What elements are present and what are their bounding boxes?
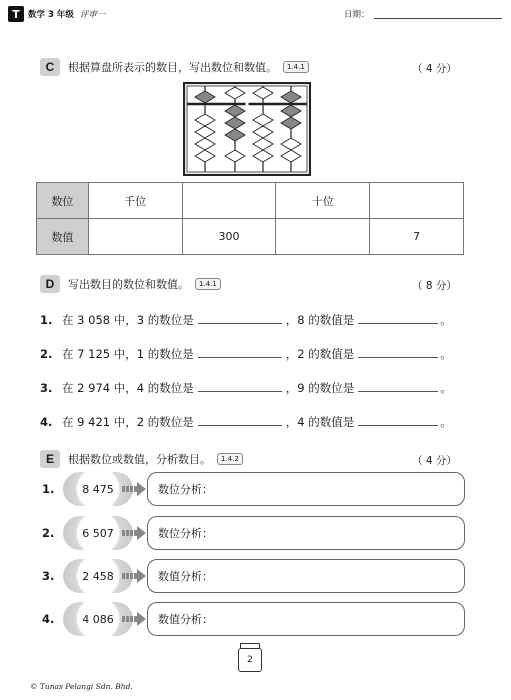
question-number: 3. [40, 381, 53, 395]
analysis-prompt: 数值分析： [158, 613, 213, 626]
answer-blank[interactable] [358, 425, 438, 426]
number-badge: 6 507 [63, 516, 133, 550]
date-label: 日期： [344, 10, 370, 20]
question-text: 在 9 421 中，2 的数位是 [62, 415, 194, 429]
question-row [40, 346, 452, 362]
section-c-marks: （ 4 分） [412, 63, 457, 75]
question-text: 在 3 058 中，3 的数位是 [62, 313, 194, 327]
analysis-answer-box[interactable] [147, 516, 465, 550]
section-d-letter: D [40, 275, 60, 293]
question-text: 在 7 125 中，1 的数位是 [62, 347, 194, 361]
place-cell[interactable] [370, 183, 464, 219]
question-end: 。 [440, 381, 452, 395]
row-header-value: 数值 [37, 219, 89, 255]
section-c-letter: C [40, 58, 60, 76]
answer-blank[interactable] [198, 357, 282, 358]
number-badge: 8 475 [63, 472, 133, 506]
item-number: 3. [42, 569, 55, 583]
question-row [40, 312, 452, 328]
section-d-marks: （ 8 分） [412, 280, 457, 292]
question-number: 1. [40, 313, 53, 327]
analysis-prompt: 数位分析： [158, 527, 213, 540]
arrow-right-icon [122, 612, 146, 626]
question-row [40, 414, 452, 430]
copyright-notice: © Tunas Pelangi Sdn. Bhd. [30, 682, 133, 691]
worksheet-grade: 数学 3 年级 [28, 10, 74, 20]
value-cell[interactable] [88, 219, 182, 255]
item-number: 2. [42, 526, 55, 540]
date-field[interactable] [374, 18, 502, 19]
place-cell[interactable]: 千位 [88, 183, 182, 219]
section-c-heading [68, 59, 309, 75]
question-text: ，4 的数值是 [285, 415, 355, 429]
question-end: 。 [440, 313, 452, 327]
publisher-logo: T [8, 6, 24, 22]
place-cell[interactable] [182, 183, 276, 219]
answer-blank[interactable] [198, 425, 282, 426]
number-badge: 4 086 [63, 602, 133, 636]
question-number: 2. [40, 347, 53, 361]
question-text: ，9 的数位是 [285, 381, 355, 395]
place-cell[interactable]: 十位 [276, 183, 370, 219]
item-number: 1. [42, 482, 55, 496]
answer-blank[interactable] [358, 391, 438, 392]
worksheet-subtitle: 评审一 [79, 10, 106, 20]
section-e-instruction: 根据数位或数值，分析数目。 [68, 453, 211, 466]
table-row-value [37, 219, 464, 255]
question-number: 4. [40, 415, 53, 429]
page-number: 2 [238, 648, 262, 672]
section-c-instruction: 根据算盘所表示的数目，写出数位和数值。 [68, 61, 277, 74]
analysis-answer-box[interactable] [147, 472, 465, 506]
answer-blank[interactable] [198, 391, 282, 392]
place-value-table [36, 182, 464, 255]
analysis-answer-box[interactable] [147, 602, 465, 636]
question-text: ，2 的数值是 [285, 347, 355, 361]
section-c-code: 1.4.1 [283, 61, 309, 73]
section-e-letter: E [40, 450, 60, 468]
item-number: 4. [42, 612, 55, 626]
arrow-right-icon [122, 482, 146, 496]
answer-blank[interactable] [198, 323, 282, 324]
question-text: ，8 的数值是 [285, 313, 355, 327]
analysis-prompt: 数值分析： [158, 570, 213, 583]
analysis-answer-box[interactable] [147, 559, 465, 593]
abacus-illustration [183, 82, 311, 176]
arrow-right-icon [122, 526, 146, 540]
number-badge: 2 458 [63, 559, 133, 593]
row-header-place: 数位 [37, 183, 89, 219]
section-d-code: 1.4.1 [195, 278, 221, 290]
section-d-instruction: 写出数目的数位和数值。 [68, 278, 189, 291]
analysis-prompt: 数位分析： [158, 483, 213, 496]
arrow-right-icon [122, 569, 146, 583]
question-end: 。 [440, 415, 452, 429]
value-cell[interactable]: 300 [182, 219, 276, 255]
section-e-code: 1.4.2 [217, 453, 243, 465]
section-e-marks: （ 4 分） [412, 455, 457, 467]
section-d-heading [68, 276, 221, 292]
section-e-heading [68, 451, 243, 467]
question-text: 在 2 974 中，4 的数位是 [62, 381, 194, 395]
value-cell[interactable] [276, 219, 370, 255]
answer-blank[interactable] [358, 323, 438, 324]
value-cell[interactable]: 7 [370, 219, 464, 255]
worksheet-title [28, 8, 105, 20]
question-end: 。 [440, 347, 452, 361]
question-row [40, 380, 452, 396]
table-row-place [37, 183, 464, 219]
answer-blank[interactable] [358, 357, 438, 358]
